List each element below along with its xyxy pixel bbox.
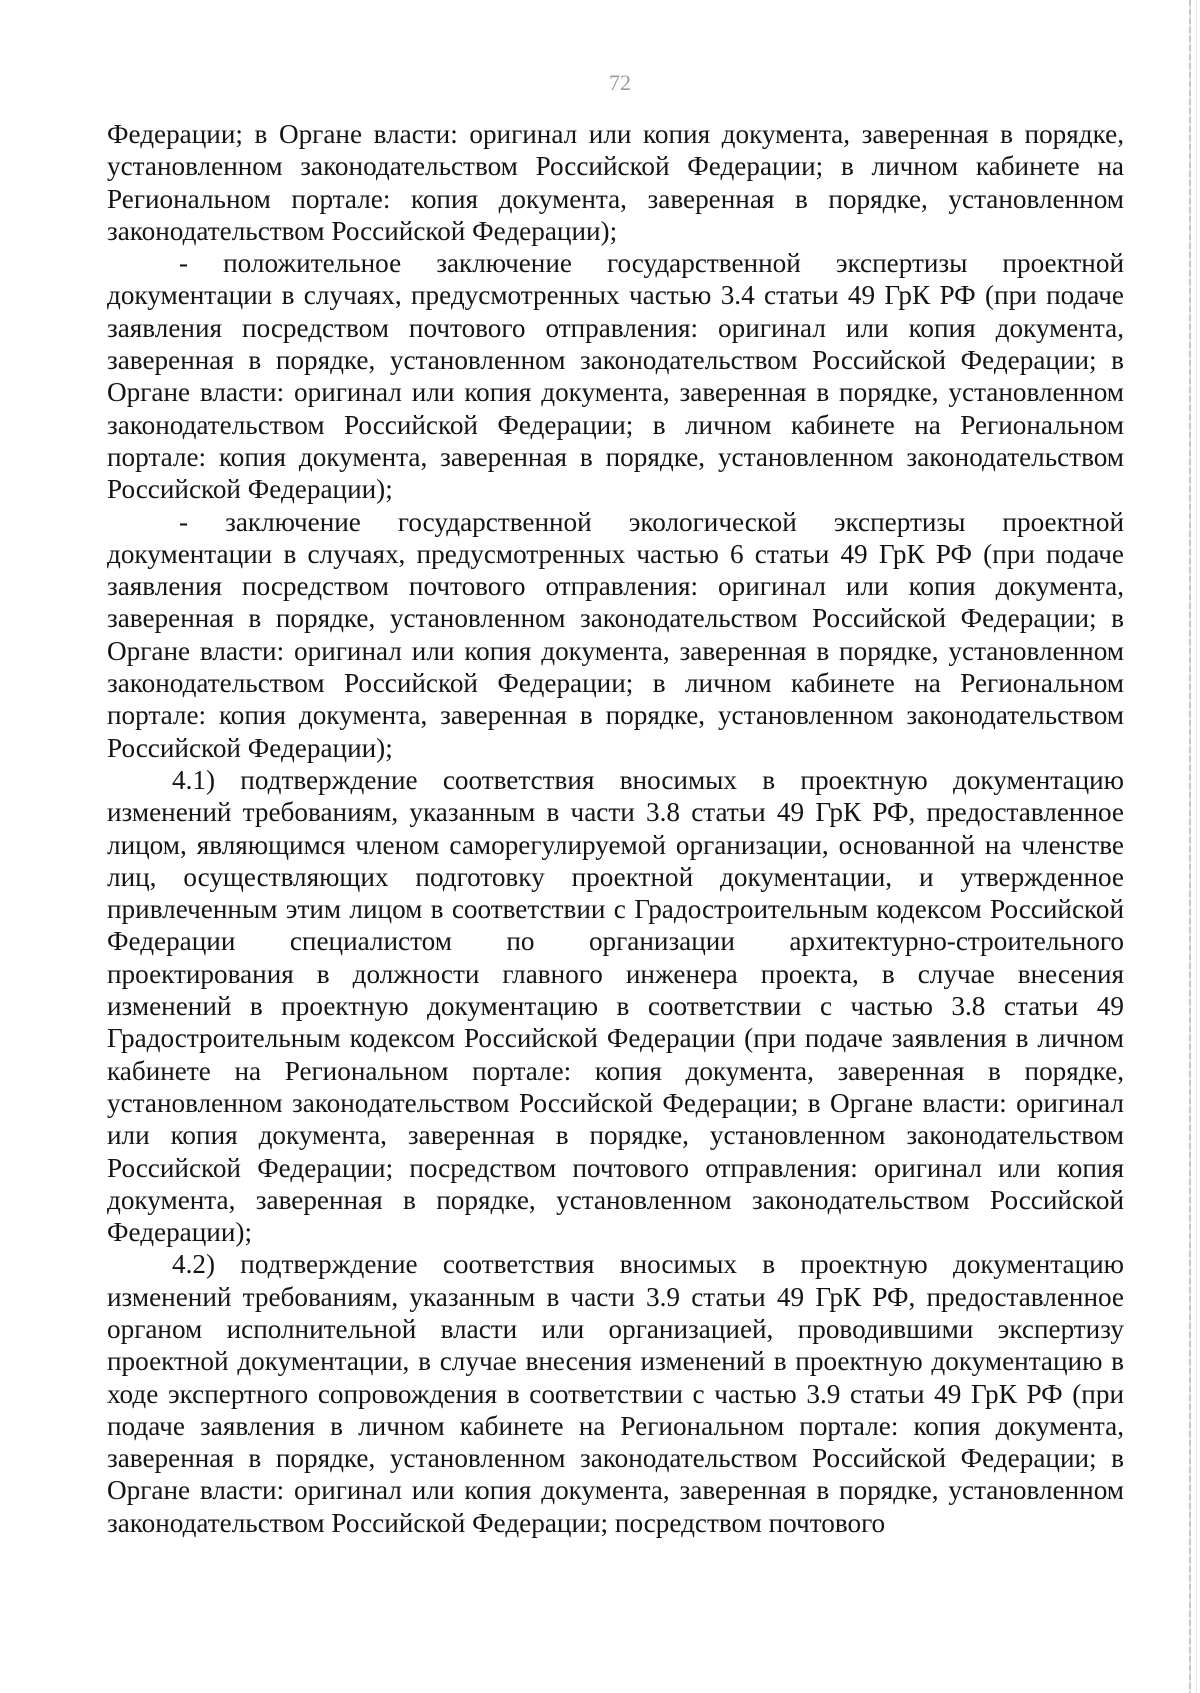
scan-edge-faint-line [1196,0,1197,1693]
paragraph-item-4-1: 4.1) подтверждение соответствия вносимых в проектную документацию изменений требованиям, указанным в части 3.8 статьи 49 ГрК РФ, предоставленное лицом, являющимся членом саморегулируемой организации, основанной на членстве лиц, осуществляющих подготовку проектной документации, и утвержденное привлеченным этим лицом в соответствии с Градостроительным кодексом Российской Федерации специалистом по организации архитектурно-строительного проектирования в должности главного инженера проекта, в случае внесения изменений в проектную документацию в соответствии с частью 3.8 статьи 49 Градостроительным кодексом Российской Федерации (при подаче заявления в личном кабинете на Региональном портале: копия документа, заверенная в порядке, установленном законодательством Российской Федерации; в Органе власти: оригинал или копия документа, заверенная в порядке, установленном законодательством Российской Федерации; посредством почтового отправления: оригинал или копия документа, заверенная в порядке, установленном законодательством Российской Федерации); [107,764,1124,1248]
paragraph-positive-expertise-conclusion: - положительное заключение государственной экспертизы проектной документации в случаях, предусмотренных частью 3.4 статьи 49 ГрК РФ (при подаче заявления посредством почтового отправления: оригинал или копия документа, заверенная в порядке, установленном законодательством Российской Федерации; в Органе власти: оригинал или копия документа, заверенная в порядке, установленном законодательством Российской Федерации; в личном кабинете на Региональном портале: копия документа, заверенная в порядке, установленном законодательством Российской Федерации); [107,248,1124,505]
paragraph-ecological-expertise-conclusion: - заключение государственной экологической экспертизы проектной документации в случаях, предусмотренных частью 6 статьи 49 ГрК РФ (при подаче заявления посредством почтового отправления: оригинал или копия документа, заверенная в порядке, установленном законодательством Российской Федерации; в Органе власти: оригинал или копия документа, заверенная в порядке, установленном законодательством Российской Федерации; в личном кабинете на Региональном портале: копия документа, заверенная в порядке, установленном законодательством Российской Федерации); [107,506,1124,763]
scan-edge-line [1189,0,1191,1693]
paragraph-continuation: Федерации; в Органе власти: оригинал или копия документа, заверенная в порядке, установленном законодательством Российской Федерации; в личном кабинете на Региональном портале: копия документа, заверенная в порядке, установленном законодательством Российской Федерации); [107,119,1124,246]
paragraph-item-4-2: 4.2) подтверждение соответствия вносимых в проектную документацию изменений требованиям, указанным в части 3.9 статьи 49 ГрК РФ, предоставленное органом исполнительной власти или организацией, проводившими экспертизу проектной документации, в случае внесения изменений в проектную документацию в ходе экспертного сопровождения в соответствии с частью 3.9 статьи 49 ГрК РФ (при подаче заявления в личном кабинете на Региональном портале: копия документа, заверенная в порядке, установленном законодательством Российской Федерации; в Органе власти: оригинал или копия документа, заверенная в порядке, установленном законодательством Российской Федерации; посредством почтового [107,1249,1124,1538]
page-number: 72 [609,70,631,95]
document-body [107,118,1124,1539]
